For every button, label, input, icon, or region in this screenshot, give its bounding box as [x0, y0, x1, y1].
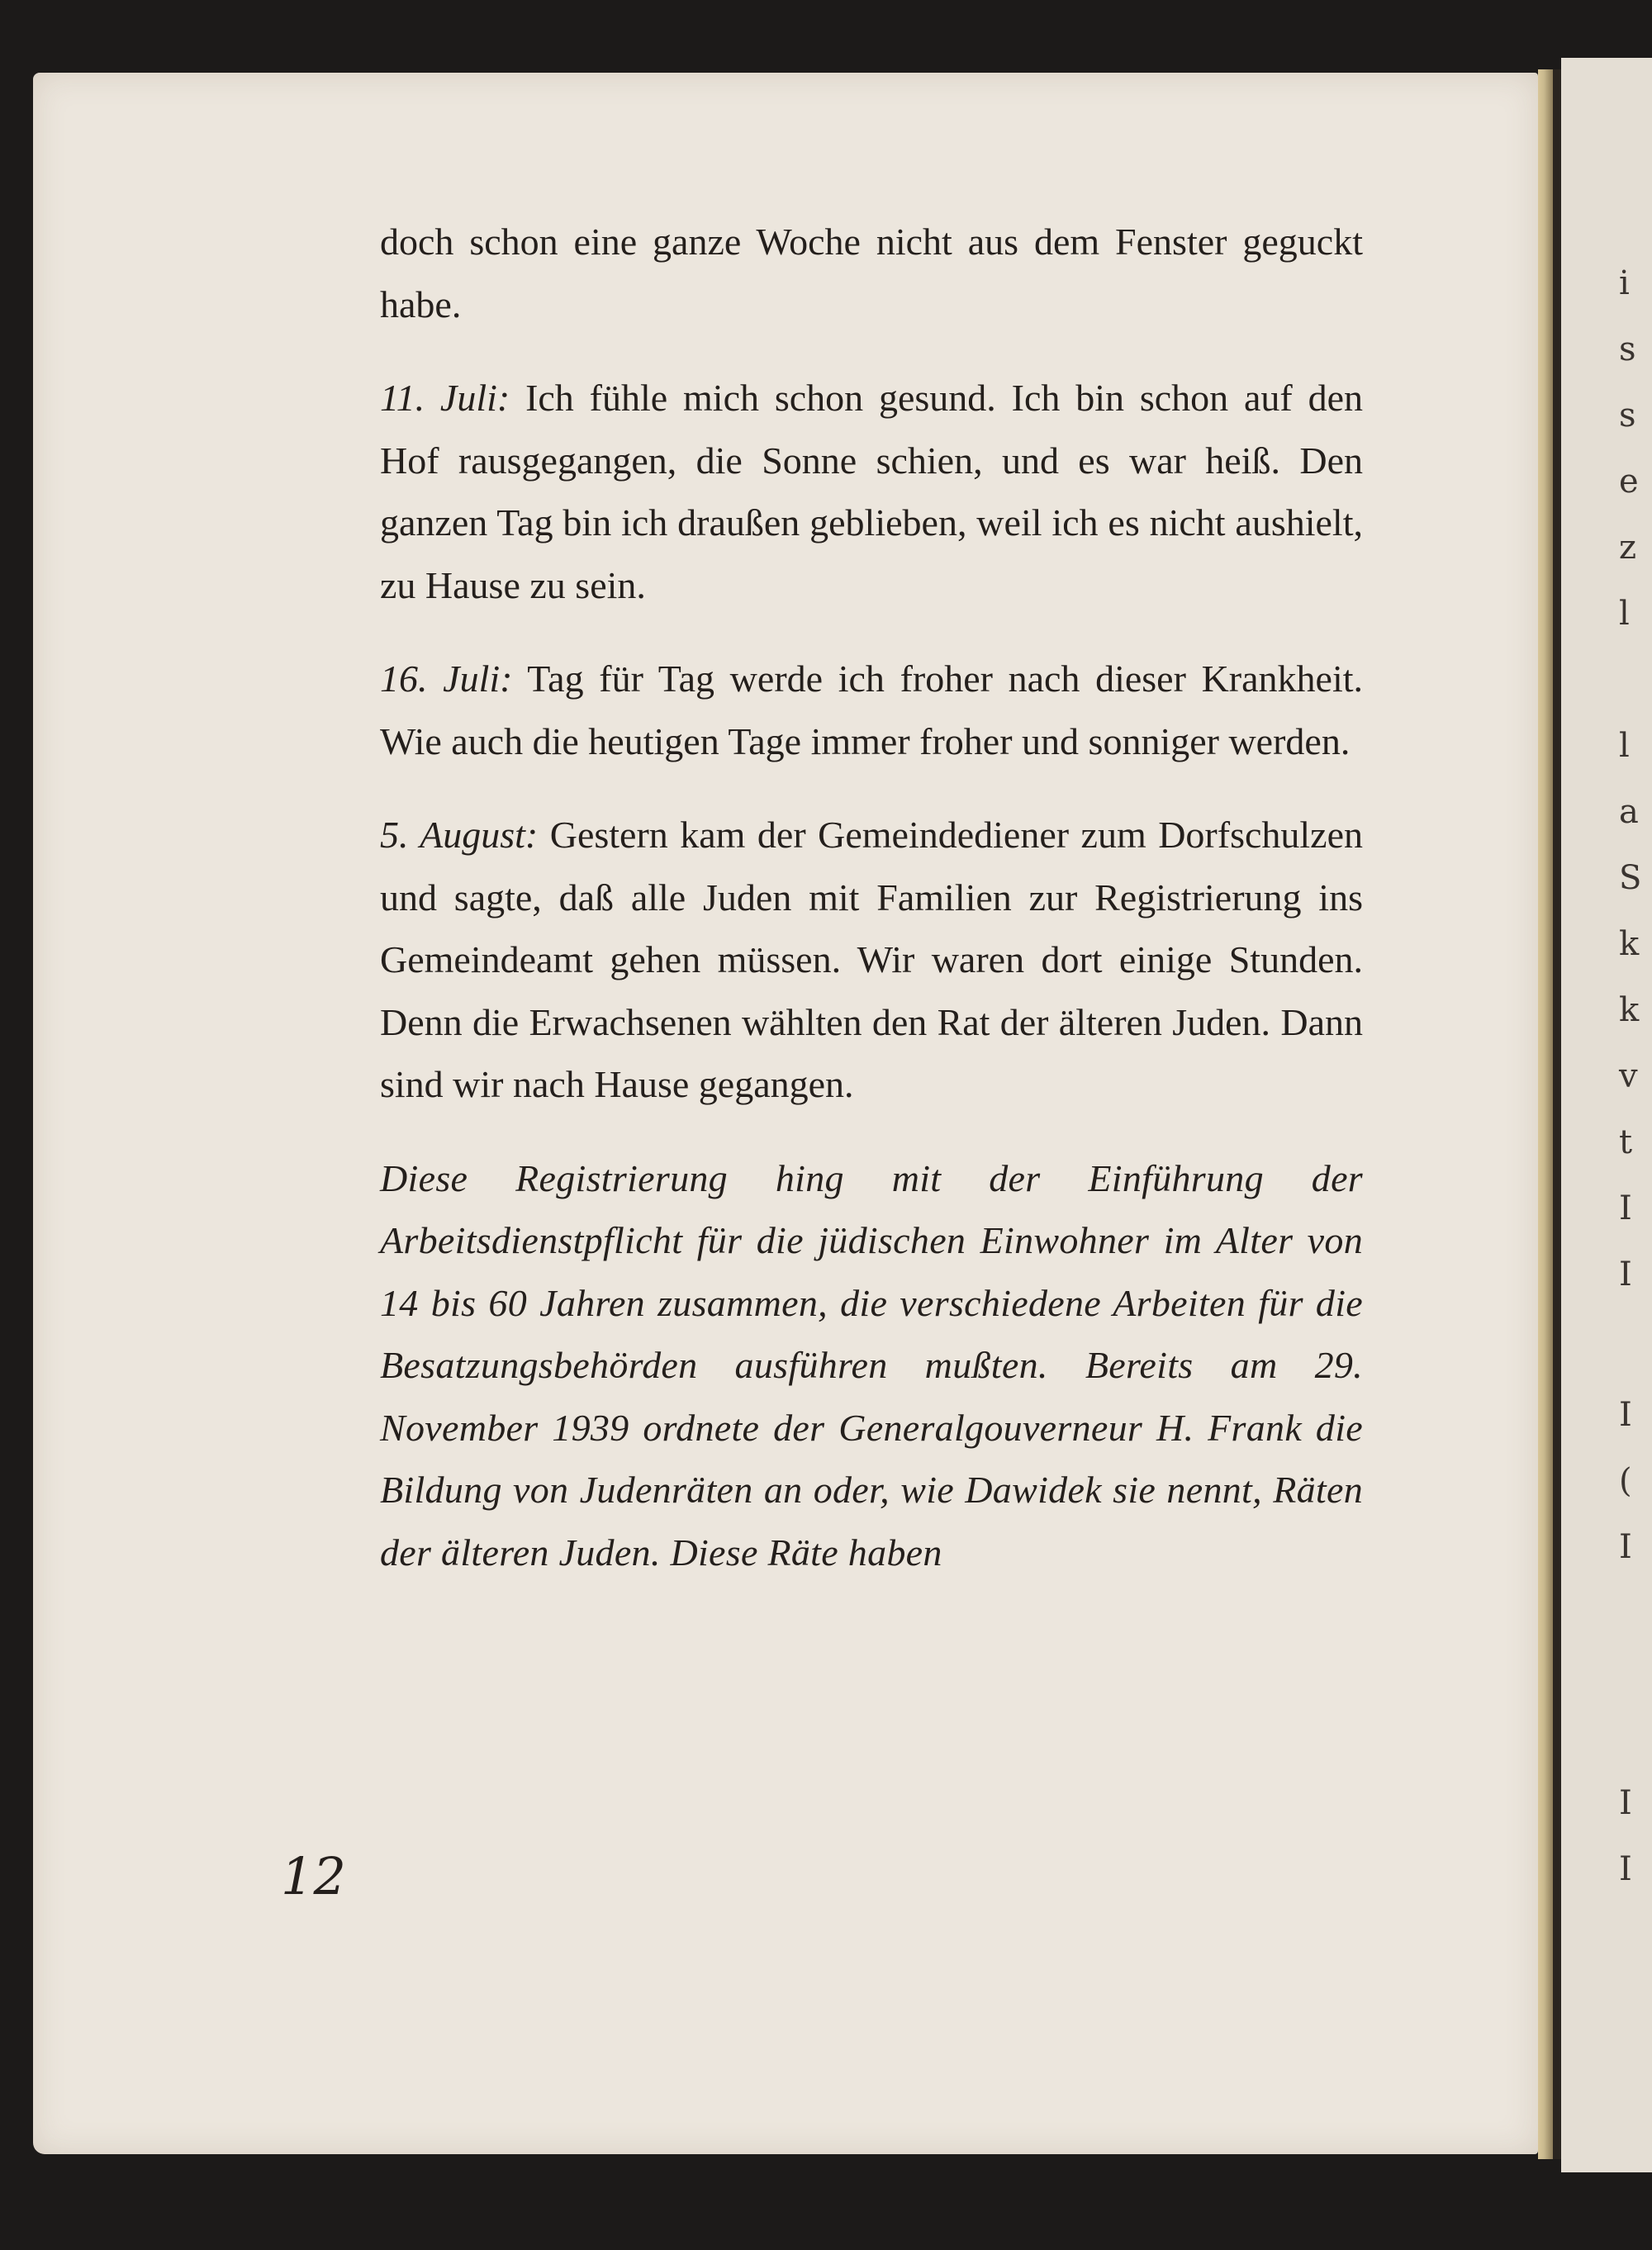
next-page-letter: I	[1619, 1256, 1632, 1294]
next-page-letter: S	[1619, 859, 1642, 897]
entry-date: 5. August:	[380, 814, 539, 856]
next-page-letter: s	[1619, 330, 1636, 368]
entry-text: Ich fühle mich schon gesund. Ich bin schon auf den Hof rausgegangen, die Sonne schien, und es war heiß. Den ganzen Tag bin ich draußen geblieben, weil ich es nicht aushielt, zu Hause zu sein.	[380, 377, 1363, 606]
diary-entry	[380, 804, 1363, 1116]
book-gutter	[1553, 69, 1561, 2159]
entry-date: 11. Juli:	[380, 377, 510, 419]
editorial-note: Diese Registrierung hing mit der Einführung der Arbeitsdienstpflicht für die jüdischen Einwohner im Alter von 14 bis 60 Jahren zusammen, die verschiedene Arbeiten für die Besatzungsbehörden ausführen mußten. Bereits am 29. November 1939 ordnete der Generalgouverneur H. Frank die Bildung von Judenräten an oder, wie Dawidek sie nennt, Räten der älteren Juden. Diese Räte haben	[380, 1156, 1363, 1574]
next-page-letter: a	[1619, 793, 1639, 831]
diary-entry	[380, 648, 1363, 772]
next-page-letter: k	[1619, 925, 1640, 963]
page-body-text	[380, 211, 1363, 1583]
next-page-letter: (	[1619, 1462, 1632, 1500]
next-page-letter: t	[1619, 1123, 1633, 1161]
entry-text: Tag für Tag werde ich froher nach dieser Krankheit. Wie auch die heutigen Tage immer froher und sonniger werden.	[380, 657, 1364, 762]
next-page-letter: k	[1619, 991, 1640, 1029]
page-number: 12	[281, 1846, 346, 1906]
entry-text: Gestern kam der Gemeindediener zum Dorfschulzen und sagte, daß alle Juden mit Familien zur Registrierung ins Gemeindeamt gehen müssen. Wir waren dort einige Stunden. Denn die Erwachsenen wählten den Rat der älteren Juden. Dann sind wir nach Hause gegangen.	[380, 814, 1363, 1105]
entry-text: doch schon eine ganze Woche nicht aus dem Fenster geguckt habe.	[380, 221, 1363, 325]
next-page-letter: s	[1619, 396, 1636, 434]
page-edge	[1538, 69, 1553, 2159]
next-page-letter: i	[1619, 264, 1630, 302]
next-page-letter: l	[1619, 595, 1630, 633]
next-page-letter: I	[1619, 1528, 1632, 1566]
next-page-letter: v	[1619, 1057, 1638, 1095]
next-page-letter: e	[1619, 463, 1639, 501]
entry-date: 16. Juli:	[380, 657, 513, 700]
next-page-letter: I	[1619, 1784, 1632, 1822]
next-page-letter: I	[1619, 1850, 1632, 1888]
next-page-letter: I	[1619, 1189, 1632, 1227]
next-page-letter: I	[1619, 1396, 1632, 1434]
next-page-letter: z	[1619, 529, 1637, 567]
diary-entry	[380, 367, 1363, 616]
next-page-letter: l	[1619, 727, 1630, 765]
diary-entry	[380, 211, 1363, 335]
next-page-edge	[1561, 58, 1652, 2172]
